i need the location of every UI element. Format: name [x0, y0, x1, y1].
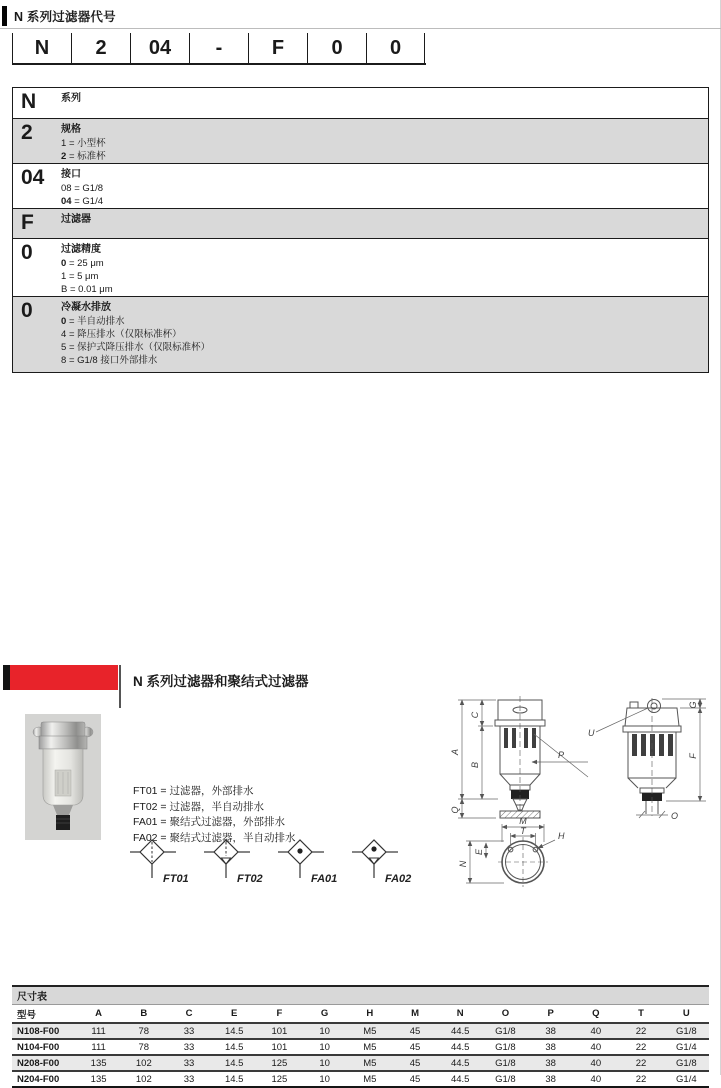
dim-table-value-cell: 125	[271, 1057, 288, 1069]
code-table-row	[13, 208, 708, 238]
code-table-desc	[61, 209, 91, 238]
dim-table-value-cell: 22	[635, 1073, 647, 1085]
dimension-drawing-svg	[438, 692, 718, 904]
dim-table-value-cell: G1/8	[495, 1057, 516, 1069]
dim-label-U: U	[588, 728, 595, 738]
dim-table-value-cell: 45	[409, 1025, 421, 1037]
dim-table-value-cell: G1/4	[676, 1041, 697, 1053]
code-table-desc-title: 接口	[61, 169, 81, 180]
dim-table-model-cell: N108-F00	[17, 1025, 60, 1037]
dim-table-value-cell: 40	[590, 1025, 602, 1037]
symbol-label: FA02	[385, 873, 412, 885]
code-option-line: 0 = 半自动排水	[61, 316, 125, 327]
dimension-table-grid	[12, 1005, 709, 1088]
dim-table-value-cell: 10	[319, 1057, 330, 1069]
code-table-desc-title: 过滤精度	[61, 244, 101, 255]
code-table-code: F	[21, 211, 34, 234]
dim-table-value-cell: 38	[545, 1025, 556, 1037]
dim-table-value-cell: 101	[271, 1041, 288, 1053]
code-table-code: N	[21, 90, 37, 113]
dim-table-row	[12, 1055, 709, 1071]
dim-label-N: N	[458, 860, 468, 868]
dim-table-value-cell: 44.5	[450, 1041, 470, 1053]
code-option-line: 08 = G1/8	[61, 183, 104, 194]
dim-table-value-cell: 111	[91, 1025, 106, 1037]
dim-label-A: A	[450, 748, 460, 756]
code-table-desc-title: 系列	[61, 93, 81, 104]
code-table-desc	[61, 119, 106, 163]
dim-table-value-cell: 33	[183, 1041, 195, 1053]
dim-label-B: B	[470, 761, 480, 769]
dim-table-header: P	[547, 1008, 554, 1019]
code-table-desc	[61, 297, 210, 372]
symbol-label: FT01	[163, 873, 189, 885]
code-table-code: 2	[21, 121, 33, 144]
dim-table-header: B	[140, 1008, 148, 1019]
dim-table-value-cell: 22	[635, 1057, 647, 1069]
dim-table-header: N	[456, 1008, 464, 1019]
dim-table-header: F	[276, 1008, 283, 1019]
variant-line: FT01 = 过滤器，外部排水	[133, 785, 254, 797]
dim-table-header: U	[682, 1008, 690, 1019]
dim-table-value-cell: 40	[590, 1057, 602, 1069]
code-table-desc-title: 规格	[61, 124, 81, 135]
code-table-row	[13, 118, 708, 163]
dim-table-value-cell: 135	[90, 1073, 107, 1085]
code-table-desc	[61, 88, 81, 118]
header-rule	[0, 28, 721, 29]
dim-table-value-cell: M5	[363, 1057, 377, 1069]
model-code-cell: N	[12, 33, 71, 63]
dim-table-value-cell: G1/8	[676, 1025, 697, 1037]
variant-line: FA02 = 聚结式过滤器，半自动排水	[133, 831, 296, 844]
code-option-line: 4 = 降压排水（仅限标准杯）	[61, 329, 182, 340]
dim-table-value-cell: M5	[363, 1041, 377, 1053]
dim-table-header: T	[638, 1008, 644, 1019]
dim-table-value-cell: 14.5	[224, 1041, 244, 1053]
dim-table-row	[12, 1039, 709, 1055]
dim-table-header-row	[12, 1005, 709, 1023]
dim-table-value-cell: 14.5	[224, 1057, 244, 1069]
dim-table-header: E	[231, 1008, 238, 1019]
dim-table-header: G	[320, 1008, 329, 1019]
section-title: N 系列过滤器和聚结式过滤器	[133, 674, 309, 689]
dim-label-M: M	[519, 816, 527, 826]
dim-label-P: P	[558, 750, 565, 760]
symbol-label: FT02	[237, 873, 263, 885]
dim-table-value-cell: 135	[90, 1057, 107, 1069]
dim-table-value-cell: 102	[135, 1057, 152, 1069]
dim-table-value-cell: G1/8	[495, 1073, 516, 1085]
section-accent-red	[10, 665, 118, 690]
dim-table-header: H	[366, 1008, 374, 1019]
dim-table-value-cell: 10	[319, 1041, 330, 1053]
code-option-line: 04 = G1/4	[61, 196, 104, 207]
dim-table-header: C	[185, 1008, 193, 1019]
dim-table-value-cell: 22	[635, 1025, 647, 1037]
dim-table-header: O	[501, 1008, 510, 1019]
symbol-fa01-icon	[278, 836, 344, 888]
dim-table-row	[12, 1023, 709, 1039]
dim-table-value-cell: 10	[319, 1073, 330, 1085]
model-code-cell: 0	[366, 33, 425, 63]
dim-table-value-cell: 38	[545, 1057, 556, 1069]
dim-table-value-cell: G1/4	[676, 1073, 697, 1085]
dim-table-value-cell: 10	[319, 1025, 330, 1037]
code-table-row	[13, 296, 708, 372]
dim-table-value-cell: 44.5	[450, 1073, 470, 1085]
code-option-line: 8 = G1/8 接口外部排水	[61, 355, 158, 366]
section-accent-black	[3, 665, 10, 690]
code-option-line: 1 = 小型杯	[61, 138, 106, 149]
symbol-label: FA01	[311, 873, 338, 885]
code-option-line: 5 = 保护式降压排水（仅限标准杯）	[61, 342, 211, 353]
dim-label-F: F	[688, 753, 698, 759]
code-option-line: 0 = 25 μm	[61, 258, 104, 269]
model-code-row	[12, 33, 426, 65]
dim-table-header: A	[95, 1008, 103, 1019]
filter-photo-illustration	[25, 714, 101, 840]
dim-label-T: T	[520, 826, 526, 836]
dim-table-value-cell: 33	[183, 1073, 195, 1085]
variant-line: FA01 = 聚结式过滤器，外部排水	[133, 816, 285, 828]
dim-table-value-cell: 44.5	[450, 1057, 470, 1069]
dim-table-value-cell: 33	[183, 1057, 195, 1069]
dim-table-value-cell: 38	[545, 1041, 556, 1053]
dim-table-value-cell: 125	[271, 1073, 288, 1085]
dim-table-value-cell: 38	[545, 1073, 556, 1085]
dim-table-value-cell: 22	[635, 1041, 647, 1053]
code-option-line: B = 0.01 μm	[61, 284, 113, 295]
dim-table-value-cell: G1/8	[676, 1057, 697, 1069]
model-code-cell: -	[189, 33, 248, 63]
section-divider	[119, 665, 121, 708]
dim-table-value-cell: 40	[590, 1041, 602, 1053]
dim-table-row	[12, 1071, 709, 1087]
dim-table-value-cell: 14.5	[224, 1025, 244, 1037]
code-table-desc	[61, 239, 113, 296]
code-table-row	[13, 163, 708, 208]
dim-table-value-cell: 40	[590, 1073, 602, 1085]
product-photo	[25, 714, 101, 845]
dim-table-model-cell: N204-F00	[17, 1073, 60, 1085]
symbol-row	[130, 836, 418, 888]
dim-table-value-cell: G1/8	[495, 1041, 516, 1053]
dim-table-header: 型号	[17, 1009, 37, 1021]
dim-label-E: E	[474, 848, 484, 856]
dim-table-model-cell: N208-F00	[17, 1057, 60, 1069]
dimension-drawing	[438, 692, 718, 909]
dim-table-value-cell: 111	[91, 1041, 106, 1053]
variant-line: FT02 = 过滤器，半自动排水	[133, 800, 264, 813]
header-accent-bar	[2, 6, 7, 26]
code-table-row	[13, 238, 708, 296]
dimension-table	[12, 985, 709, 1088]
dim-label-C: C	[470, 711, 480, 719]
code-table-desc	[61, 164, 103, 208]
symbol-ft02-icon	[204, 836, 270, 888]
code-option-line: 2 = 标准杯	[61, 151, 106, 162]
code-table-desc-title: 过滤器	[61, 214, 91, 225]
dim-label-O: O	[671, 811, 679, 821]
dim-table-value-cell: 45	[409, 1041, 421, 1053]
dim-label-Q: Q	[450, 806, 460, 814]
dim-table-value-cell: 44.5	[450, 1025, 470, 1037]
code-table-desc-title: 冷凝水排放	[61, 302, 111, 313]
filter-bottom-view	[498, 837, 548, 887]
code-option-line: 1 = 5 μm	[61, 271, 99, 282]
code-table-code: 0	[21, 241, 33, 264]
dim-table-header: M	[411, 1008, 419, 1019]
dim-table-header: Q	[592, 1008, 600, 1019]
dim-table-value-cell: 102	[135, 1073, 152, 1085]
dim-table-model-cell: N104-F00	[17, 1041, 60, 1053]
code-table-row	[13, 88, 708, 118]
model-code-cell: 04	[130, 33, 189, 63]
dim-table-value-cell: 101	[271, 1025, 288, 1037]
dimension-table-caption: 尺寸表	[12, 987, 709, 1005]
dim-label-H: H	[558, 831, 565, 841]
code-explanation-table	[12, 87, 709, 373]
dim-table-value-cell: G1/8	[495, 1025, 516, 1037]
page-header	[2, 6, 116, 26]
code-table-code: 0	[21, 299, 33, 322]
model-code-cell: F	[248, 33, 307, 63]
symbol-ft01-icon	[130, 836, 196, 888]
dim-table-value-cell: 33	[183, 1025, 195, 1037]
filter-front-view	[495, 696, 545, 818]
dim-table-value-cell: 14.5	[224, 1073, 244, 1085]
dim-table-value-cell: 78	[138, 1041, 150, 1053]
dim-label-G: G	[688, 701, 698, 709]
model-code-cell: 2	[71, 33, 130, 63]
dim-table-value-cell: M5	[363, 1073, 377, 1085]
dim-table-value-cell: 45	[409, 1073, 421, 1085]
model-code-cell: 0	[307, 33, 366, 63]
dim-table-value-cell: 78	[138, 1025, 150, 1037]
dim-table-value-cell: 45	[409, 1057, 421, 1069]
code-table-code: 04	[21, 166, 45, 189]
dim-table-value-cell: M5	[363, 1025, 377, 1037]
symbol-fa02-icon	[352, 836, 418, 888]
page-title: N 系列过滤器代号	[14, 10, 116, 24]
